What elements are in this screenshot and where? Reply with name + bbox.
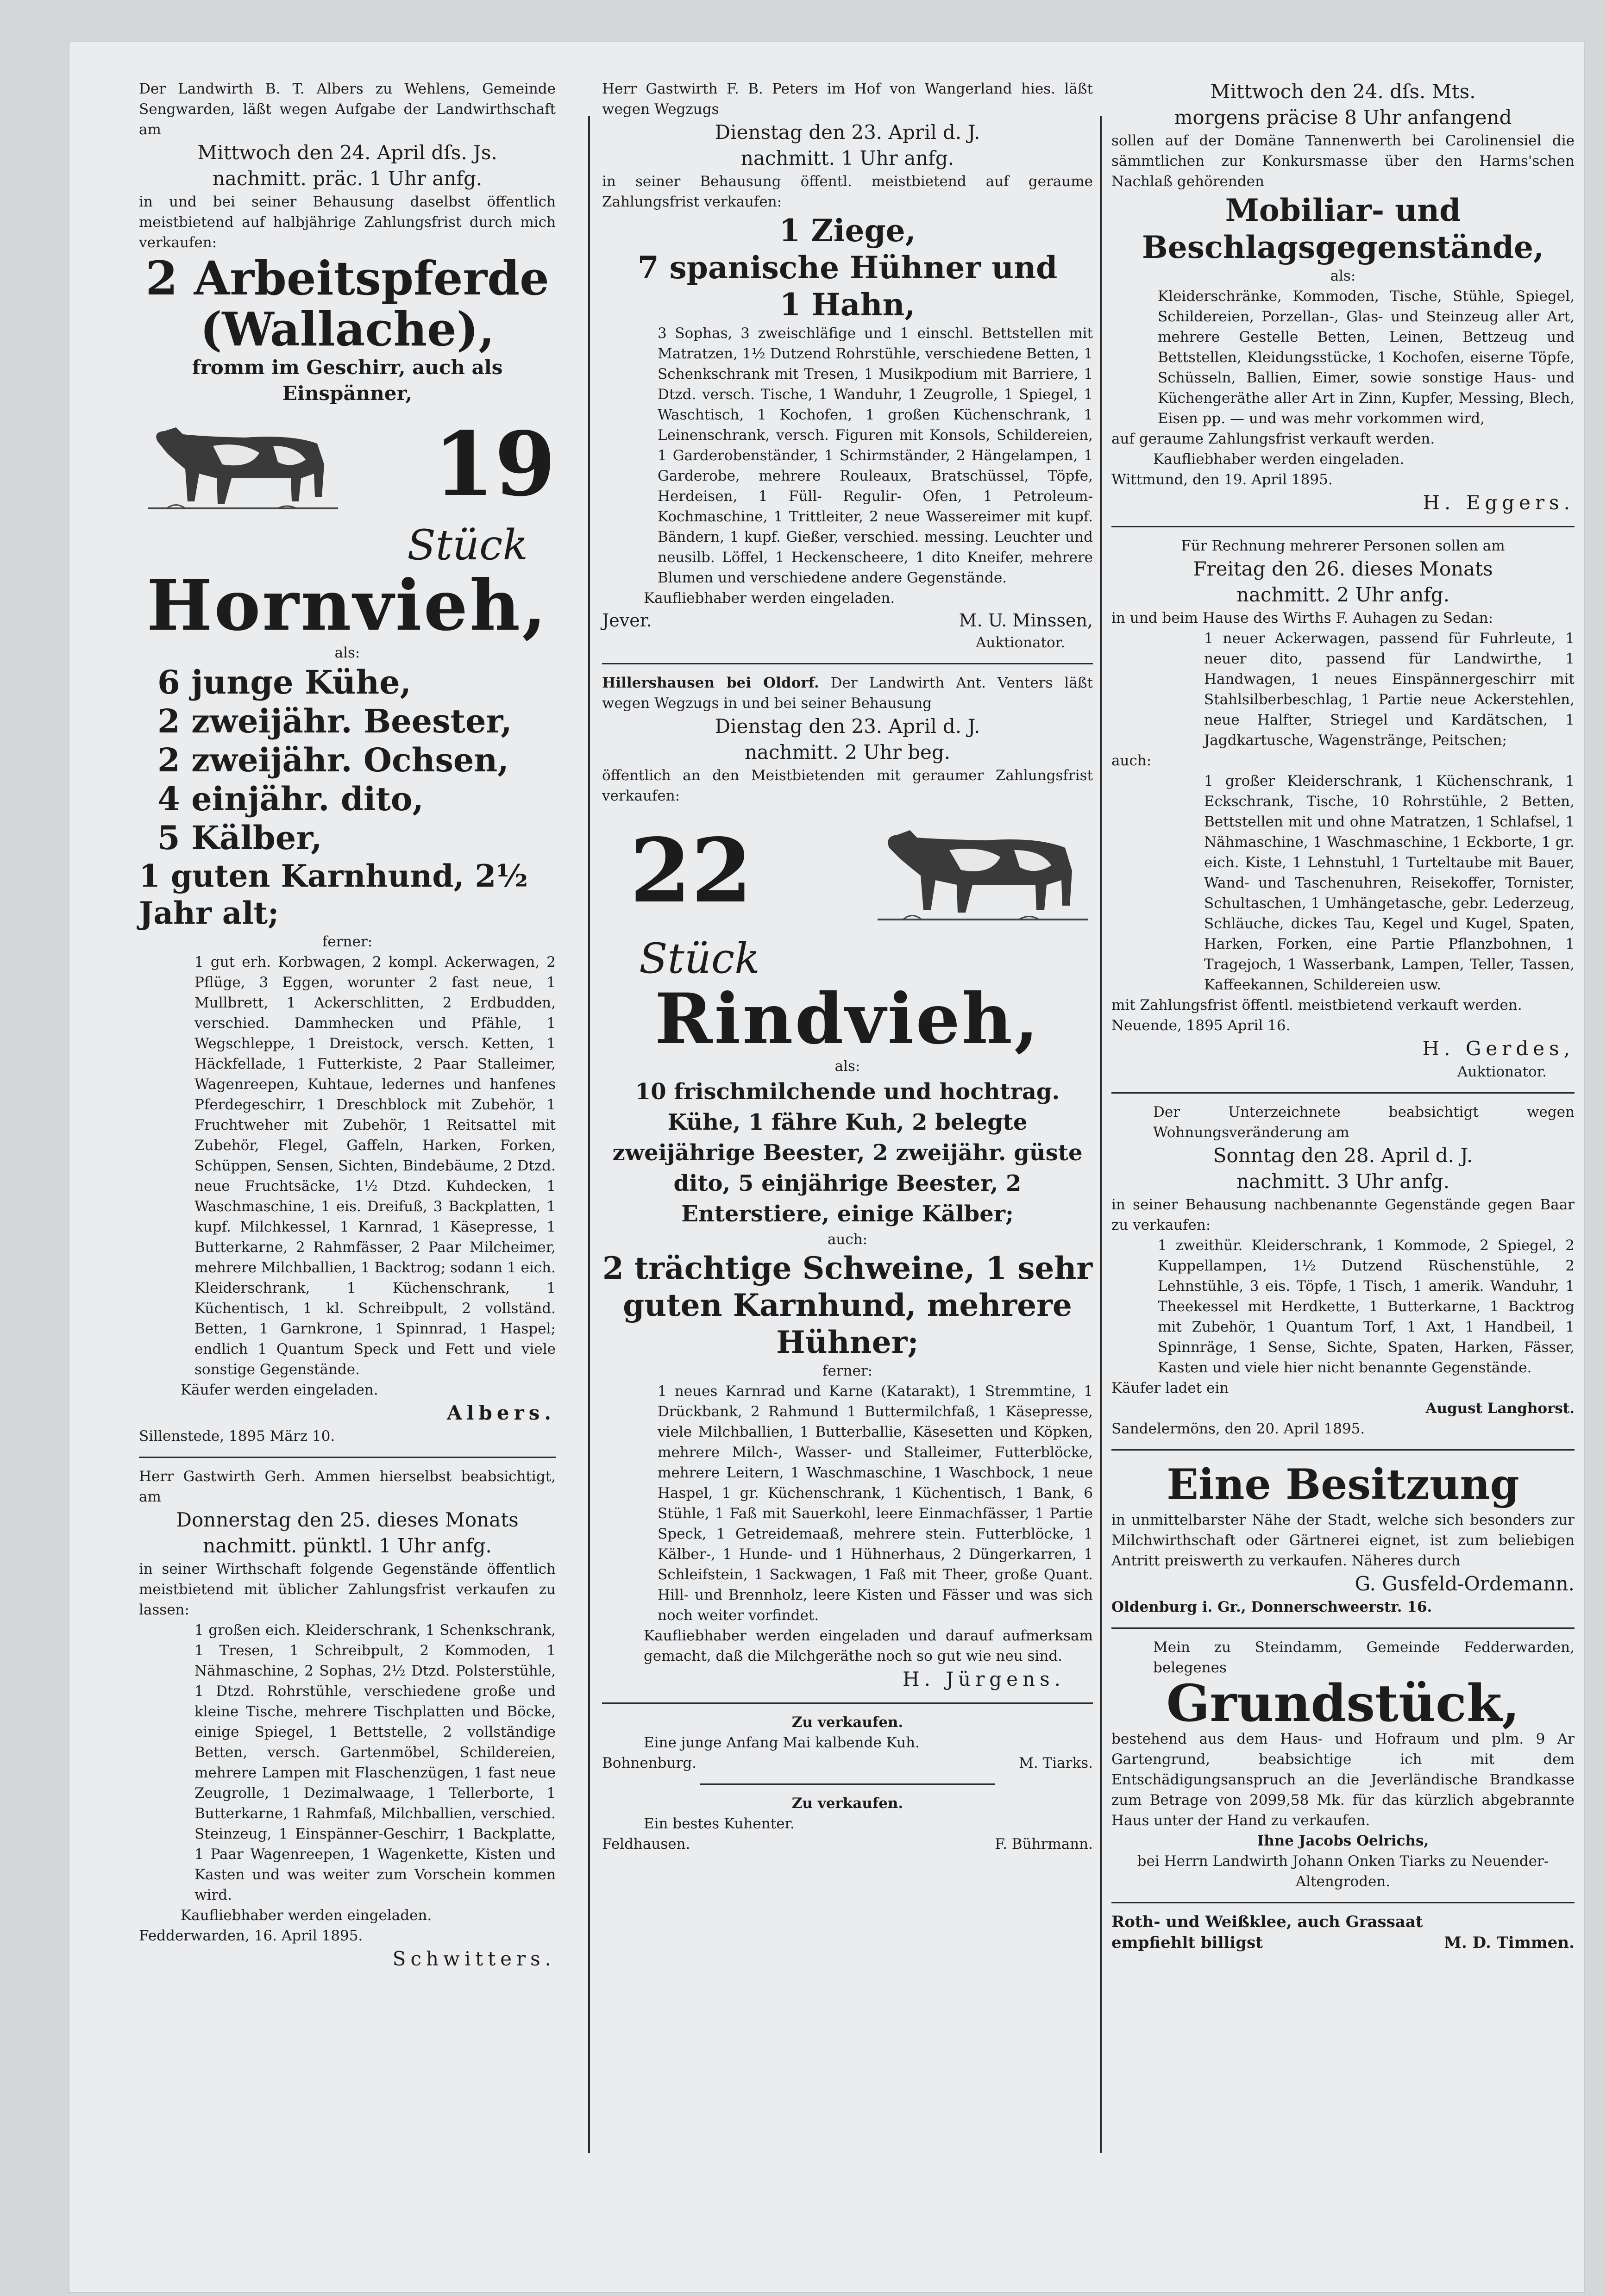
- place-date: Sillenstede, 1895 März 10.: [139, 1428, 335, 1445]
- ad-intro: Für Rechnung mehrerer Personen sollen am: [1181, 538, 1505, 554]
- place: Jever.: [602, 610, 652, 631]
- separator: [700, 1783, 995, 1785]
- ad-langhorst: [1111, 1102, 1575, 1439]
- place-date: Fedderwarden, 16. April 1895.: [139, 1927, 363, 1944]
- ad-headline: Grundstück,: [1166, 1673, 1520, 1733]
- ad-title: Rindvieh,: [654, 978, 1041, 1060]
- ad-headline: (Wallache),: [200, 302, 495, 357]
- ad-headline: 7 spanische Hühner und: [637, 250, 1058, 286]
- signature-row: [1111, 1932, 1575, 1953]
- ad-headline: Eine Besitzung: [1167, 1460, 1519, 1509]
- cow-block: [602, 806, 1093, 936]
- item-list: Kleiderschränke, Kommoden, Tische, Stühle, Spiegel, Schildereien, Porzellan-, Glas- und Steinzeug aller Art, mehrere Gestelle Betten, Leinen, Bettzeug und Bettstellen, Kleidungsstücke, 1 Kochofen, eiserne Töpfe, Schüsseln, Ballien, Eimer, sowie sonstige Haus- und Küchengeräthe aller Art in Zinn, Kupfer, Messing, Blech, Eisen pp. — und was mehr vorkommen wird,: [1158, 288, 1575, 427]
- als-label: als:: [834, 1058, 860, 1075]
- ad-text: Roth- und Weißklee, auch Grassaat: [1111, 1913, 1423, 1931]
- closing: Kaufliebhaber werden eingeladen.: [181, 1907, 432, 1924]
- separator: [1111, 1902, 1575, 1903]
- animal-item: 5 Kälber,: [157, 819, 322, 857]
- closing: Kaufliebhaber werden eingeladen.: [1153, 451, 1405, 468]
- item-list: 1 gut erh. Korbwagen, 2 kompl. Ackerwagen, 2 Pflüge, 3 Eggen, worunter 2 fast neue, 1 Mullbrett, 1 Ackerschlitten, 2 Erdbudden, verschied. Dammhecken und Pfähle, 1 Wegschleppe, 1 Dreistock, versch. Ketten, 1 Häckfellade, 1 Futterkiste, 2 Paar Stalleimer, Wagenreepen, Kuhtaue, ledernes und hanfenes Pferdegeschirr, 1 Dreschblock mit Zubehör, 1 Fruchtweher mit Zubehör, 1 Reitsattel mit Zubehör, Flegel, Gaffeln, Harken, Forken, Schüppen, Sensen, Sichten, Bindebäume, 2 Dtzd. neue Fruchtsäcke, 1½ Dtzd. Kuhdecken, 1 Waschmaschine, 1 eis. Dreifuß, 3 Backplatten, 1 kupf. Milchkessel, 1 Karnrad, 1 Käsepresse, 1 Butterkarne, 2 Rahmfässer, 2 Paar Milcheimer, mehrere Milchballien, 1 Backtrog; sodann 1 eich. Kleiderschrank, 1 Küchenschrank, 1 Küchentisch, 1 kl. Schreibpult, 2 vollständ. Betten, 1 Garnkrone, 1 Spinnrad, 1 Haspel; endlich 1 Quantum Speck und Fett und viele sonstige Gegenstände.: [194, 954, 556, 1378]
- signature: Ihne Jacobs Oelrichs,: [1257, 1833, 1429, 1849]
- closing: Kaufliebhaber werden eingeladen.: [644, 590, 895, 607]
- closing: Käufer werden eingeladen.: [181, 1382, 378, 1398]
- item-list: 1 großen eich. Kleiderschrank, 1 Schenkschrank, 1 Tresen, 1 Schreibpult, 2 Kommoden, 1 Nähmaschine, 2 Sophas, 2½ Dtzd. Polsterstühle, 1 Dtzd. Rohrstühle, verschiedene große und kleine Tische, mehrere Tischplatten und Böcke, einige Spiegel, 1 Bettstelle, 2 vollständige Betten, versch. Gartenmöbel, Schildereien, mehrere Lampen mit Flaschenzügen, 1 fast neue Zeugrolle, 1 Dezimalwaage, 1 Tellerborte, 1 Butterkarne, 1 Rahmfaß, Milchballien, verschied. Steinzeug, 1 Einspänner-Geschirr, 1 Backplatte, 1 Paar Wagenreepen, 1 Wagenkette, Kisten und Kasten und was weiter zum Vorschein kommen wird.: [194, 1622, 556, 1903]
- ad-time: nachmitt. präc. 1 Uhr anfg.: [212, 167, 483, 190]
- ad-time: morgens präcise 8 Uhr anfangend: [1174, 106, 1512, 129]
- ad-tiarks: [602, 1712, 1093, 1773]
- column-3: [1111, 79, 1575, 1953]
- place-date: Neuende, 1895 April 16.: [1111, 1017, 1291, 1034]
- animal-count: 22: [630, 819, 753, 922]
- ad-date: Mittwoch den 24. dſs. Mts.: [1210, 80, 1476, 103]
- place-bold: Hillershausen bei Oldorf.: [602, 675, 819, 691]
- ad-headline: 1 Ziege,: [779, 213, 916, 249]
- ad-time: nachmitt. 2 Uhr beg.: [744, 741, 951, 763]
- ad-subheadline: fromm im Geschirr, auch als Einspänner,: [192, 356, 503, 405]
- ad-gerdes: [1111, 536, 1575, 1082]
- separator: [602, 663, 1093, 664]
- address: bei Herrn Landwirth Johann Onken Tiarks zu Neuender-Altengroden.: [1137, 1853, 1549, 1890]
- ad-eggers: [1111, 79, 1575, 516]
- ad-text: bestehend aus dem Haus- und Hofraum und plm. 9 Ar Gartengrund, beabsichtige ich mit dem Entschädigungsanspruch an die Jeverländische Brandkasse zum Betrage von 2099,58 Mk. für das kürzlich abgebrannte Haus unter der Hand zu verkaufen.: [1111, 1731, 1575, 1829]
- cow-illustration-icon: [139, 409, 343, 520]
- ad-date: Freitag den 26. dieses Monats: [1193, 557, 1493, 580]
- item-list: 1 zweithür. Kleiderschrank, 1 Kommode, 2 Spiegel, 2 Kuppellampen, 1½ Dutzend Rüschenstühle, 2 Lehnstühle, 3 eis. Töpfe, 1 Tisch, 1 amerik. Wanduhr, 1 Theekessel mit Herdkette, 1 Butterkarne, 1 Backtrog mit Zubehör, 1 Quantum Torf, 1 Axt, 1 Handbeil, 1 Spinnräge, 1 Sense, Sichte, Spaten, Harken, Fässer, Kasten und viele hier nicht benannte Gegenstände.: [1158, 1237, 1575, 1376]
- place-date: Wittmund, den 19. April 1895.: [1111, 471, 1333, 488]
- ad-title: Zu verkaufen.: [791, 1714, 903, 1731]
- agent: G. Gusfeld-Ordemann.: [1355, 1572, 1575, 1595]
- item-list: 3 Sophas, 3 zweischläfige und 1 einschl. Bettstellen mit Matratzen, 1½ Dutzend Rohrstühle, verschiedene Betten, 1 Schenkschrank mit Tresen, 1 Musikpodium mit Barriere, 1 Dtzd. versch. Tische, 1 Wanduhr, 1 Zeugrolle, 1 Spiegel, 1 Waschtisch, 1 Kochofen, 1 großen Küchenschrank, 1 Leinenschrank, versch. Figuren mit Konsols, Schildereien, 1 Garderobenständer, 1 Schirmständer, 2 Hängelampen, 1 Garderobe, mehrere Rouleaux, Bratschüssel, Töpfe, Herdeisen, 1 Füll- Regulir- Ofen, 1 Petroleum-Kochmaschine, 1 Trittleiter, 2 neue Wassereimer mit kupf. Bändern, 1 kupf. Gießer, verschied. messing. Leuchter und neusilb. Löffel, 1 Heckenscheere, 1 dito Kneifer, mehrere Blumen und verschiedene andere Gegenstände.: [658, 325, 1093, 586]
- signature: Schwitters.: [392, 1947, 556, 1970]
- ferner-label: ferner:: [322, 933, 373, 950]
- place-date: Sandelermöns, den 20. April 1895.: [1111, 1420, 1365, 1437]
- separator: [1111, 1092, 1575, 1094]
- place: Feldhausen.: [602, 1836, 690, 1852]
- animal-item: 2 zweijähr. Beester,: [157, 702, 512, 740]
- role: Auktionator.: [975, 634, 1065, 651]
- signature: H. Gerdes,: [1422, 1037, 1575, 1060]
- ad-jurgens: [602, 673, 1093, 1692]
- ad-date: Mittwoch den 24. April dſs. Js.: [197, 141, 497, 164]
- ad-time: nachmitt. pünktl. 1 Uhr anfg.: [203, 1534, 492, 1557]
- ad-text: in unmittelbarster Nähe der Stadt, welche sich besonders zur Milchwirthschaft oder Gärtnerei eignet, ist zum beliebigen Antritt preiswerth zu verkaufen. Näheres durch: [1111, 1512, 1575, 1569]
- place: Bohnenburg.: [602, 1755, 697, 1771]
- ad-terms: sollen auf der Domäne Tannenwerth bei Carolinensiel die sämmtlichen zur Konkursmasse über den Harms'schen Nachlaß gehörenden: [1111, 132, 1575, 190]
- role: Auktionator.: [1457, 1064, 1547, 1080]
- auch-label: auch:: [827, 1231, 868, 1248]
- ad-time: nachmitt. 1 Uhr anfg.: [740, 147, 954, 169]
- signature: M. D. Timmen.: [1444, 1933, 1575, 1952]
- auch-label: auch:: [1111, 752, 1152, 769]
- ad-terms: in und bei seiner Behausung daselbst öffentlich meistbietend auf halbjährige Zahlungsfrist durch mich verkaufen:: [139, 194, 556, 251]
- column-1: [139, 79, 556, 1972]
- ad-date: Dienstag den 23. April d. J.: [715, 121, 980, 144]
- ad-intro: Mein zu Steindamm, Gemeinde Fedderwarden, belegenes: [1153, 1639, 1575, 1676]
- ad-date: Donnerstag den 25. dieses Monats: [176, 1508, 519, 1531]
- column-2: [602, 79, 1093, 1854]
- column-divider-2: [1100, 116, 1102, 2153]
- animal-item: 2 zweijähr. Ochsen,: [157, 741, 509, 779]
- ad-albers: [139, 79, 556, 1446]
- ad-intro: Der Unterzeichnete beabsichtigt wegen Wohnungsveränderung am: [1153, 1104, 1575, 1141]
- signature: H. Eggers.: [1423, 491, 1575, 514]
- ad-terms: in seiner Behausung nachbenannte Gegenstände gegen Baar zu verkaufen:: [1111, 1196, 1575, 1233]
- item-list: 1 neues Karnrad und Karne (Katarakt), 1 Stremmtine, 1 Drückbank, 2 Rahmund 1 Buttermilchfaß, 1 Käsepresse, viele Milchballien, 1 Butterballie, Käsesetten und Köpken, mehrere Milch-, Wasser- und Stalleimer, Futterblöcke, mehrere Leitern, 1 Waschmaschine, 1 Waschbock, 1 neue Haspel, 1 gr. Küchenschrank, 1 Küchentisch, 1 Bank, 6 Stühle, 1 Faß mit Sauerkohl, leere Einmachfässer, 1 Partie Speck, 1 Getreidemaaß, mehrere stein. Futterblöcke, 1 Kälber-, 1 Hunde- und 1 Hühnerhaus, 2 Düngerkarren, 1 Schleifstein, 1 Sackwagen, 1 Faß mit Theer, große Quant. Hill- und Brennholz, leere Kisten und Fässer und was sich noch weiter vorfindet.: [658, 1383, 1093, 1624]
- separator: [1111, 1449, 1575, 1451]
- signature: F. Bührmann.: [995, 1836, 1093, 1852]
- ad-terms-2: mit Zahlungsfrist öffentl. meistbietend verkauft werden.: [1111, 997, 1522, 1013]
- separator: [1111, 1627, 1575, 1629]
- ad-intro: Der Landwirth B. T. Albers zu Wehlens, Gemeinde Sengwarden, läßt wegen Aufgabe der Landwirthschaft am: [139, 81, 556, 138]
- ad-intro: Der Landwirth Ant. Venters läßt wegen Wegzugs in und bei seiner Behausung: [602, 675, 1093, 712]
- separator: [602, 1702, 1093, 1704]
- ad-terms: in seiner Behausung öffentl. meistbietend auf geraume Zahlungsfrist verkaufen:: [602, 173, 1093, 210]
- separator: [1111, 526, 1575, 527]
- als-label: als:: [1330, 268, 1356, 284]
- ad-intro: Herr Gastwirth F. B. Peters im Hof von Wangerland hies. läßt wegen Wegzugs: [602, 81, 1093, 118]
- ad-text: Eine junge Anfang Mai kalbende Kuh.: [644, 1734, 920, 1751]
- ad-terms: in und beim Hause des Wirths F. Auhagen zu Sedan:: [1111, 610, 1493, 626]
- item-list: 1 neuer Ackerwagen, passend für Fuhrleute, 1 neuer dito, passend für Landwirthe, 1 Handwagen, 1 neues Einspännergeschirr mit Stahlsilberbeschlag, 1 Partie neue Ackerstehlen, neue Halfter, Striegel und Kardätschen, 1 Jagdkartusche, Wagenstränge, Peitschen;: [1204, 630, 1575, 749]
- livestock-list: 10 frischmilchende und hochtrag. Kühe, 1 fähre Kuh, 2 belegte zweijährige Beester, 2 zweijähr. güste dito, 5 einjährige Beester, 2 Enterstiere, einige Kälber;: [612, 1079, 1083, 1227]
- signature: H. Jürgens.: [903, 1668, 1065, 1690]
- column-divider-1: [588, 116, 590, 2153]
- ad-text: Ein bestes Kuhenter.: [644, 1815, 795, 1832]
- signature-row: [602, 608, 1093, 632]
- ad-date: Sonntag den 28. April d. J.: [1213, 1144, 1473, 1167]
- cow-block: [139, 407, 556, 522]
- ad-schwitters: [139, 1466, 556, 1972]
- als-label: als:: [334, 644, 360, 661]
- ad-date: Dienstag den 23. April d. J.: [715, 715, 980, 738]
- ad-title: Hornvieh,: [146, 565, 548, 646]
- separator: [139, 1457, 556, 1458]
- livestock-list-2: 2 trächtige Schweine, 1 sehr guten Karnhund, mehrere Hühner;: [602, 1250, 1093, 1360]
- ad-besitzung: [1111, 1459, 1575, 1617]
- ad-title: Zu verkaufen.: [791, 1795, 903, 1812]
- animal-count: 19: [433, 413, 556, 516]
- item-list-2: 1 großer Kleiderschrank, 1 Küchenschrank, 1 Eckschrank, Tische, 10 Rohrstühle, 2 Betten, Bettstellen mit und ohne Matratzen, 1 Schlafsel, 1 Nähmaschine, 1 Waschmaschine, 1 Eckborte, 1 gr. eich. Kiste, 1 Lehnstuhl, 1 Turteltaube mit Bauer, Wand- und Taschenuhren, Reisekoffer, Tornister, Schultaschen, 1 Umhängetasche, gebr. Lederzeug, Schläuche, dickes Tau, Kegel und Kugel, Spaten, Harken, Forken, eine Partie Pflanzbohnen, 1 Tragejoch, 1 Wasserbank, Lampen, Teller, Tassen, Kaffeekannen, Schildereien usw.: [1204, 773, 1575, 993]
- animal-item: 4 einjähr. dito,: [157, 780, 424, 818]
- ad-headline: Mobiliar- und: [1225, 192, 1461, 228]
- signature: M. Tiarks.: [1019, 1755, 1093, 1771]
- ad-time: nachmitt. 3 Uhr anfg.: [1236, 1170, 1450, 1193]
- ad-peters: [602, 79, 1093, 653]
- ad-text-2: empfiehlt billigst: [1111, 1933, 1263, 1952]
- signature-row: [602, 1753, 1093, 1773]
- closing: Kaufliebhaber werden eingeladen und darauf aufmerksam gemacht, daß die Milchgeräthe noch so gut wie neu sind.: [644, 1627, 1093, 1664]
- ad-terms: öffentlich an den Meistbietenden mit geraumer Zahlungsfrist verkaufen:: [602, 767, 1093, 804]
- animal-item: 6 junge Kühe,: [157, 663, 412, 701]
- stueck-label: Stück: [639, 934, 760, 983]
- ad-headline: 1 Hahn,: [779, 287, 916, 323]
- signature: August Langhorst.: [1425, 1400, 1575, 1417]
- address: Oldenburg i. Gr., Donnerschweerstr. 16.: [1111, 1599, 1432, 1615]
- ad-grundstueck: [1111, 1637, 1575, 1892]
- ad-terms-2: auf geraume Zahlungsfrist verkauft werden.: [1111, 431, 1435, 447]
- ad-time: nachmitt. 2 Uhr anfg.: [1236, 583, 1450, 606]
- signature: M. U. Minssen,: [959, 610, 1093, 631]
- closing: Käufer ladet ein: [1111, 1380, 1229, 1396]
- stueck-label: Stück: [407, 521, 528, 569]
- signature-row: [602, 1834, 1093, 1854]
- ferner-label: ferner:: [822, 1363, 873, 1379]
- ad-intro: Herr Gastwirth Gerh. Ammen hierselbst beabsichtigt, am: [139, 1468, 556, 1505]
- signature: Albers.: [446, 1401, 556, 1424]
- dog-line: 1 guten Karnhund, 2½ Jahr alt;: [139, 858, 528, 931]
- ad-terms: in seiner Wirthschaft folgende Gegenstände öffentlich meistbietend mit üblicher Zahlungsfrist verkaufen zu lassen:: [139, 1561, 556, 1618]
- ad-buhrmann: [602, 1793, 1093, 1854]
- ad-headline: Beschlagsgegenstände,: [1142, 229, 1544, 265]
- cow-illustration-icon: [871, 811, 1093, 931]
- ad-headline: 2 Arbeitspferde: [145, 251, 549, 306]
- ad-timmen: [1111, 1912, 1575, 1953]
